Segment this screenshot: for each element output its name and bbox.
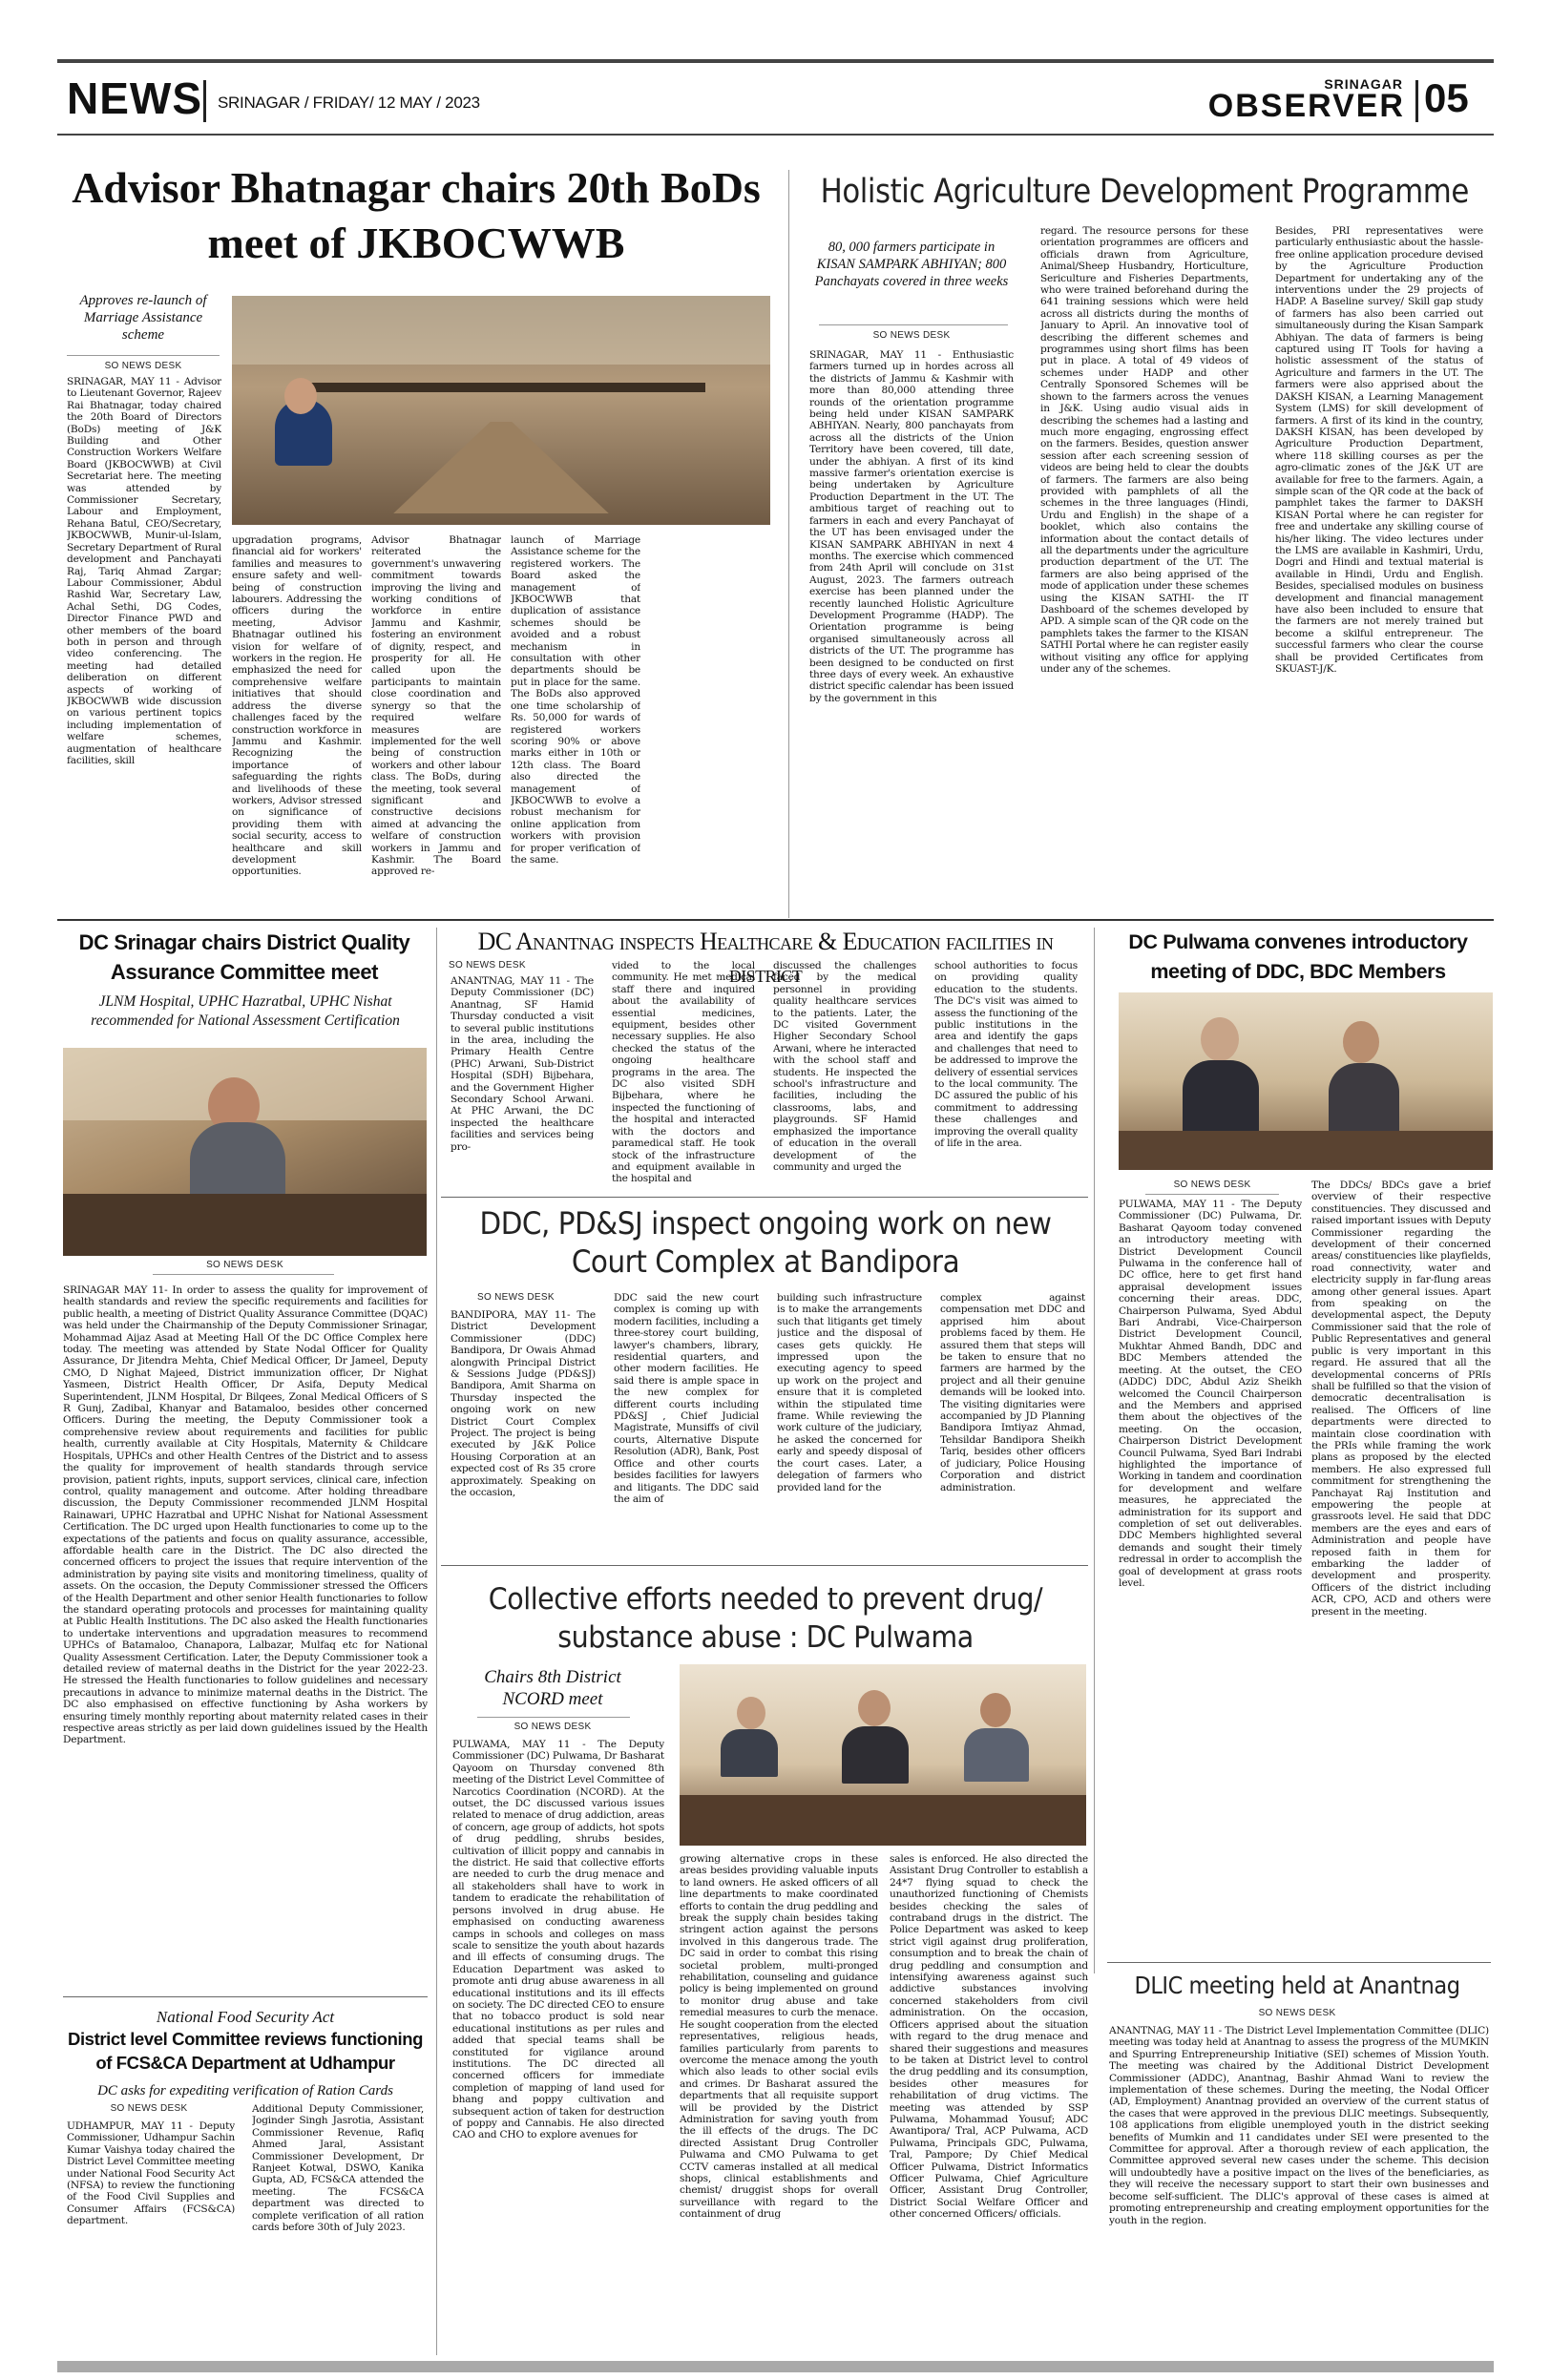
a9-desk: SO NEWS DESK: [1258, 2008, 1336, 2018]
a2-desk-rule: [819, 324, 1008, 325]
dateline: SRINAGAR / FRIDAY/ 12 MAY / 2023: [218, 94, 480, 112]
a3-desk: SO NEWS DESK: [206, 1260, 283, 1270]
paper-name: OBSERVER: [1207, 88, 1405, 124]
a4-col3: discussed the challenges faced by the medical personnel in providing quality healthcare services to the patients. Later, the DC visited Government Higher Secondary School Arwani, where he interacted with the school staff and students. He inspected the school's infrastructure and facilities, including the classrooms, labs, and playgrounds. SF Hamid emphasized the importance of education in the overall development of the community and urged the: [773, 960, 916, 1173]
a1-col3: Advisor Bhatnagar reiterated the government's unwavering commitment towards improving the living and working conditions of workforce in entire Jammu and Kashmir, fostering an environment of dignity, respect, and prosperity for all. He called upon the participants to maintain close coordination and synergy so that the required welfare measures are implemented for the well being of construction workers and other labour class. The BoDs, during the meeting, took several significant and constructive decisions aimed at advancing the welfare of construction workers in Jammu and Kashmir. The Board approved re-: [371, 534, 501, 878]
a9-headline: DLIC meeting held at Anantnag: [1134, 1972, 1460, 1999]
a1-desk-rule: [67, 355, 220, 356]
a8-desk: SO NEWS DESK: [110, 2103, 188, 2114]
a2-headline: Holistic Agriculture Development Programme: [820, 173, 1469, 211]
a7-desk: SO NEWS DESK: [514, 1722, 592, 1732]
a7-photo-meeting: [680, 1664, 1086, 1846]
section-label: NEWS: [67, 73, 202, 123]
a1-photo-meeting: [232, 296, 770, 525]
a1-strap: Approves re-launch of Marriage Assistance scheme: [79, 293, 207, 343]
a4-col1: ANANTNAG, MAY 11 - The Deputy Commissioner (DC) Anantnag, SF Hamid Thursday conducted a visit to several public institutions in the area, including the Primary Health Centre (PHC) Arwani, Sub-District Hospital (SDH) Bijbehara, and the Government Higher Secondary School Arwani. At PHC Arwani, the DC inspected the healthcare facilities and services being pro-: [451, 975, 594, 1153]
col-right-divider: [1094, 928, 1095, 1973]
a7-desk-rule: [477, 1717, 630, 1718]
a6-headline: DC Pulwama convenes introductory meeting of DDC, BDC Members: [1128, 930, 1468, 983]
footer-bar: [57, 2361, 1494, 2372]
a2-col2: regard. The resource persons for these orientation programmes are officers and officials drawn from Agriculture, Animal/Sheep Husbandry, Horticulture, Sericulture and Fisheries Departments, who were trained beforehand during the 641 training sessions which were held across all districts during the months of January to April. An innovative tool of describing the different schemes and programmes using short films has been put in place. A total of 49 videos of schemes under HADP and other Centrally Sponsored Schemes will be shown to the farmers across the venues in J&K. Using audio visual aids in describing the schemes had a lasting and much more engaging, engrossing effect on the farmers. Besides, question answer session after each screening session of videos are being held to clear the doubts of farmers. The farmers are also being provided with pamphlets of all the schemes in the three languages (Hindi, Urdu and English) in the shape of a booklet, which also contains the information about the contact details of all the departments under the agriculture production department of the UT. The farmers are also being apprised of the mode of application under these schemes using the KISAN SATHI- the IT Dashboard of the schemes developed by APD. A simple scan of the QR code on the pamphlets takes the farmer to the KISAN SATHI Portal where he can register easily without visiting any office for applying under any of the schemes.: [1040, 225, 1248, 676]
a2-col3: Besides, PRI representatives were particularly enthusiastic about the hassle-free online application procedure devised by the Agriculture Production Department for undertaking any of the interventions under the 29 projects of HADP. A Baseline survey/ Skill gap study of farmers has also been carried out simultaneously during the Kisan Sampark Abhiyan. The data of farmers is being captured using IT Tools for having a holistic assessment of the status of Agriculture and farmers in the UT. The farmers were also apprised about the DAKSH KISAN, a Learning Management System (LMS) for skill development of farmers. A first of its kind in the country, DAKSH KISAN, has been developed by Agriculture Production Department, where 118 skilling courses as per the agro-climatic zones of the J&K UT are available for free to the farmers. Again, a simple scan of the QR code at the back of pamphlet takes the farmer to DAKSH KISAN Portal where he can register for free and undertake any skilling course of his/her liking. The video lectures under the LMS are available in Kashmiri, Urdu, Dogri and Hindi and textual material is available in Hindi, Urdu and English. Besides, specialised modules on business development and financial management have also been included to ensure that the farmers are not merely trained but become a skilful entrepreneur. The successful farmers who clear the course shall be provided Certificates from SKUAST-J/K.: [1275, 225, 1483, 676]
a2-col1: SRINAGAR, MAY 11 - Enthusiastic farmers turned up in hordes across all the districts of Jammu & Kashmir with more than 80,000 attending three rounds of the orientation programme being held under KISAN SAMPARK ABHIYAN. Nearly, 800 panchayats from across all the districts of the Union Territory have been covered, till date, under the abhiyan. A first of its kind massive farmer's orientation exercise is being undertaken by Agriculture Production Department in the UT. The ambitious target of reaching out to farmers in each and every Panchayat of the UT has been envisaged under the KISAN SAMPARK ABHIYAN in next 4 months. The exercise which commenced from 24th April will conclude on 31st August, 2023. The farmers outreach exercise has been planned under the recently launched Holistic Agriculture Development Programme (HADP). The Orientation programme is being organised simultaneously across all districts of the UT. The programme has been designed to be conducted on first three days of every week. An exhaustive district specific calendar has been issued by the government in this: [809, 349, 1014, 704]
a2-desk: SO NEWS DESK: [872, 330, 951, 341]
a3-bottom-rule: [63, 1996, 428, 1997]
a8-col2: Additional Deputy Commissioner, Joginder Singh Jasrotia, Assistant Commissioner Revenue, Rafiq Ahmed Jaral, Assistant Commissioner Development, Dr Ranjeet Kotwal, DSWO, Kanika Gupta, AD, FCS&CA attended the meeting. The FCS&CA department was directed to complete verification of all ration cards before 30th of July 2023.: [252, 2103, 424, 2234]
a5-col4: complex against compensation met DDC and apprised him about problems faced by them. He assured them that steps will be taken to ensure that no farmers are harmed by the project and all their genuine demands will be looked into. The visiting dignitaries were accompanied by JD Planning Bandipora Imtiyaz Ahmad, Tehsildar Bandipora Sheikh Tariq, besides other officers of judiciary, Police Housing Corporation and district administration.: [940, 1292, 1085, 1493]
a1-a2-divider: [788, 170, 789, 918]
a5-col1: BANDIPORA, MAY 11- The District Development Commissioner (DDC) Bandipora, Dr Owais Ahmad alongwith Principal District & Sessions Judge (PD&SJ) Bandipora, Amit Sharma on Thursday inspected the ongoing work on new District Court Complex Project. The project is being executed by J&K Police Housing Corporation at an expected cost of Rs 35 crore approximately. Speaking on the occasion,: [451, 1309, 596, 1499]
a1-col2: upgradation programs, financial aid for workers' families and measures to ensure safety and well-being of construction labourers. Addressing the officers during the meeting, Advisor Bhatnagar outlined his vision for welfare of workers in the region. He emphasized the need for comprehensive welfare initiatives that should address the diverse challenges faced by the construction workforce in Jammu and Kashmir. Recognizing the importance of safeguarding the rights and livelihoods of these workers, Advisor stressed on significance of providing them with social security, access to healthcare and skill development opportunities.: [232, 534, 362, 878]
masthead-bottom-rule: [57, 134, 1494, 136]
a6-col2: The DDCs/ BDCs gave a brief overview of their respective constituencies. They discussed and raised important issues with Deputy Commissioner regarding the development of their concerned areas/ constituencies like playfields, road connectivity, water and electricity supply in far-flung areas among other general issues. Apart from speaking on the developmental aspect, the Deputy Commissioner said that the role of Public Representatives and general public is very important in this regard. He assured that all the developmental concerns of PRIs shall be fulfilled so that the vision of democratic decentralisation is realised. The Officers of line departments were directed to maintain close coordination with the PRIs while framing the work plans as proposed by the elected members. He also expressed full commitment for strengthening the Panchayat Raj Institution and empowering the people at grassroots level. He said that DDC members are the eyes and ears of Administration and people have reposed faith in them for embarking the ladder of development and prosperity. Officers of the district including ACR, CPO, ACD and others were present in the meeting.: [1311, 1180, 1491, 1618]
paper-city: SRINAGAR: [1324, 76, 1403, 92]
a7-col1: PULWAMA, MAY 11 - The Deputy Commissioner (DC) Pulwama, Dr Basharat Qayoom on Thursday convened 8th meeting of the District Level Committee of Narcotics Coordination (NCORD). At the outset, the DC discussed various issues related to menace of drug addiction, areas of concern, age group of addicts, hot spots of drug peddling, shrubs besides, cultivation of illicit poppy and cannabis in the district. He said that collective efforts are needed to curb the drug menace and all stakeholders shall have to work in tandem to eradicate the rehabilitation of persons involved in drug abuse. He emphasised on conducting awareness camps in schools and colleges on mass scale to sensitize the youth about hazards and ill effects of consuming drugs. The Education Department was asked to promote anti drug abuse awareness in all educational institutions and its ill effects on society. The DC directed CEO to ensure that no tobacco product is sold near educational institutions as per rules and added that special teams shall be constituted for vigilance around institutions. The DC directed all concerned officers for immediate completion of mapping of land used for bhang and poppy cultivation and subsequent action of taken for destruction of poppy and Cannabis. He also directed CAO and CHO to explore avenues for: [452, 1739, 664, 2141]
a9-body: ANANTNAG, MAY 11 - The District Level Implementation Committee (DLIC) meeting was today held at Anantnag to assess the progress of the MUMKIN and Spurring Entrepreneurship Initiative (SEI) schemes of Mission Youth. The meeting was chaired by the Additional District Development Commissioner (ADDC), Anantnag, Bashir Ahmad Wani to review the implementation of these schemes. During the meeting, the Nodal Officer (AD, Employment) Anantnag provided an overview of the current status of the cases that were approved in the previous DLIC meetings. Subsequently, 108 applications from eligible unemployed youth in the district seeking benefits of Mumkin and 11 candidates under SEI were presented to the Committee for approval. After a thorough review of each application, the Committee approved several new cases under the scheme. This decision will undoubtedly have a positive impact on the lives of the beneficiaries, as they will receive the necessary support to start their own businesses and become self-sufficient. The DLIC's approval of these cases is aimed at promoting entrepreneurship and creating employment opportunities for the youth in the region.: [1109, 2025, 1489, 2226]
a3-body: SRINAGAR MAY 11- In order to assess the quality for improvement of health standards and review the specific requirements and facilities for public health, a meeting of District Quality Assurance Committee (DQAC) was held under the Chairmanship of the Deputy Commissioner Srinagar, Mohammad Aijaz Asad at Meeting Hall Of the DC Office Complex here today. The meeting was attended by State Nodal Officer for Quality Assurance, Dr Jitendra Mehta, Chief Medical Officer, Dr Jameel, Deputy CMO, D Nighat Majeed, District immunization officer, Dr Nighat Yasmeen, District Health Officer, Dr Asifa, Deputy Medical Superintendent, JLNM Hospital, Dr Bilqees, Zonal Medical Officers of S R Gunj, Zadibal, Khanyar and Batamaloo, besides other concerned Officers. During the meeting, the Deputy Commissioner took a comprehensive review about requirements and facilities for public health, currently available at City Hospitals, Maternity & Childcare Hospitals, UPHCs and other Health Centres of the District and to assess the quality for improvement of health standards through service provision, patient rights, inputs, support services, clinical care, infection control, quality management and outcome. After holding threadbare discussion, the Deputy Commissioner recommended JLNM Hospital Rainawari, UPHC Hazratbal and UPHC Nishat for National Assessment Certification. The DC urged upon Health functionaries to come up to the expectations of the patients and focus on quality assurance, accessible, affordable health care in the District. The DC also directed the concerned officers to project the issues that require intervention of the administration by paying site visits and monitoring timeliness, quality of assets. On the occasion, the Deputy Commissioner stressed the Officers of the Health Department and other senior Health functionaries to follow the standard operating protocols and processes for maintaining quality at Public Health Institutions. The DC also asked the Health functionaries to undertake interventions and upgradation measures to recommend UPHCs of Batamaloo, Chanapora, Lalbazar, Mulfaq etc for National Quality Assessment Certification. Later, the Deputy Commissioner took a detailed review of maternal deaths in the District for the year 2022-23. He stressed the Health functionaries to follow guidelines and necessary precautions in advance to minimize maternal deaths in the District. The DC also emphasised on effective functioning by Asha workers by ensuring timely monthly reporting about maternity related cases in their respective areas strictly as per laid down guidelines issued by the Health Department.: [63, 1284, 428, 1746]
row1-bottom-rule: [57, 919, 1494, 921]
masthead-divider: [203, 80, 206, 122]
a8-col1: UDHAMPUR, MAY 11 - Deputy Commissioner, Udhampur Sachin Kumar Vaishya today chaired the District Level Committee meeting under National Food Security Act (NFSA) to review the functioning of the Food Civil Supplies and Consumer Affairs (FCS&CA) department.: [67, 2120, 235, 2227]
a5-desk: SO NEWS DESK: [477, 1292, 555, 1303]
a4-col2: vided to the local community. He met medical staff there and inquired about the availability of essential medicines, equipment, besides other necessary supplies. He also checked the status of the ongoing healthcare programs in the area. The DC also visited SDH Bijbehara, where he inspected the functioning of the hospital and interacted with the doctors and paramedical staff. He took stock of the infrastructure and equipment available in the hospital and: [612, 960, 755, 1185]
a3-photo-meeting: [63, 1048, 427, 1256]
top-border: [57, 59, 1494, 63]
a4-col4: school authorities to focus on providing quality education to the students. The DC's visit was aimed to assess the functioning of the public institutions in the area and identify the gaps and challenges that need to be addressed to improve the delivery of essential services to the local community. The DC assured the public of his commitment to addressing these challenges and improving the overall quality of life in the area.: [934, 960, 1078, 1150]
a7-col2: growing alternative crops in these areas besides providing valuable inputs to land owners. He asked officers of all line departments to make coordinated efforts to contain the drug peddling and break the supply chain besides taking stringent action against the persons involved in this dangerous trade. The DC said in order to combat this rising societal problem, multi-pronged rehabilitation, counseling and guidance policy is being implemented on ground to monitor drug abuse and take remedial measures to curb the menace. He sought cooperation from the elected representatives, religious heads, families particularly from parents to overcome the menace among the youth which also leads to other social evils and crimes. Dr Basharat assured the departments that all requisite support will be provided by the District Administration for saving youth from the ill effects of the drugs. The DC directed Assistant Drug Controller Pulwama and CMO Pulwama to get CCTV cameras installed at all medical shops, clinical establishments and chemist/ druggist shops for overall surveillance with regard to the containment of drug: [680, 1853, 878, 2221]
a2-strap: 80, 000 farmers participate in KISAN SAMPARK ABHIYAN; 800 Panchayats covered in three weeks: [814, 240, 1009, 289]
a4-bottom-rule: [441, 1197, 1088, 1198]
a1-col1: SRINAGAR, MAY 11 - Advisor to Lieutenant Governor, Rajeev Rai Bhatnagar, today chaired the 20th Board of Directors (BoDs) meeting of J&K Building and Other Construction Workers Welfare Board (JKBOCWWB) at Civil Secretariat here. The meeting was attended by Commissioner Secretary, Labour and Employment, Rehana Batul, CEO/Secretary, JKBOCWWB, Munir-ul-Islam, Secretary Department of Rural development and Panchayati Raj, Tariq Ahmad Zargar; Labour Commissioner, Abdul Rashid War, Secretary Law, Achal Sethi, DG Codes, Director Finance PWD and other members of the board both in person and through video conferencing. The meeting had detailed deliberation on different aspects of working of JKBOCWWB wide discussion on various pertinent topics including implementation of welfare schemes, augmentation of healthcare facilities, skill: [67, 376, 221, 766]
a8-kicker: National Food Security Act: [156, 2008, 335, 2026]
a5-col2: DDC said the new court complex is coming up with modern facilities, including a three-storey court building, lawyer's chambers, library, residential quarters, and other modern facilities. He said there is ample space in the new complex for different courts including PD&SJ , Chief Judicial Magistrate, Munsiffs of civil courts, Alternative Dispute Resolution (ADR), Bank, Post Office and other courts besides facilities for lawyers and litigants. The DDC said the aim of: [614, 1292, 759, 1505]
a5-headline: DDC, PD&SJ inspect ongoing work on new Court Complex at Bandipora: [479, 1205, 1052, 1280]
a3-desk-rule: [153, 1274, 334, 1275]
a3-strap: JLNM Hospital, UPHC Hazratbal, UPHC Nishat recommended for National Assessment Certification: [91, 993, 400, 1029]
a6-desk: SO NEWS DESK: [1173, 1180, 1251, 1190]
a6-desk-rule: [1145, 1194, 1279, 1195]
a3-headline: DC Srinagar chairs District Quality Assurance Committee meet: [78, 930, 410, 984]
pagenum-divider: [1415, 80, 1418, 122]
a5-bottom-rule: [441, 1565, 1088, 1566]
a8-headline: District level Committee reviews functioning of FCS&CA Department at Udhampur: [67, 2029, 424, 2073]
a1-col4: launch of Marriage Assistance scheme for the registered workers. The Board asked the management of JKBOCWWB that duplication of assistance schemes should be avoided and a robust mechanism in consultation with other departments should be put in place for the same. The BoDs also approved one time scholarship of Rs. 50,000 for wards of registered workers scoring 90% or above marks either in 10th or 12th class. The Board also directed the management of JKBOCWWB to evolve a robust mechanism for online application from workers with provision for proper verification of the same.: [511, 534, 640, 866]
a6-col1: PULWAMA, MAY 11 - The Deputy Commissioner (DC) Pulwama, Dr. Basharat Qayoom today convened an introductory meeting with District Development Council Pulwama in the conference hall of DC office, here to get first hand appraisal development issues concerning their areas. DDC, Chairperson Pulwama, Syed Abdul Bari Andrabi, Vice-Chairperson District Development Council, Mukhtar Ahmed Bandh, DDC and BDC Members attended the meeting. At the outset, the CEO (ADDC) DDC, Abdul Aziz Sheikh welcomed the Council Chairperson and the Members and apprised them about the objectives of the meeting. On the occasion, Chairperson District Development Council Pulwama, Syed Bari Indrabi highlighted the importance of Working in tandem and coordination for development and welfare measures, he appreciated the administration for its support and completion of set out deliverables. DDC Members highlighted several demands and sought their timely redressal in order to accomplish the goal of development at grass roots level.: [1119, 1199, 1302, 1589]
a7-col3: sales is enforced. He also directed the Assistant Drug Controller to establish a 24*7 flying squad to check the unauthorized functioning of Chemists besides checking the sales of contraband drugs in the district. The Police Department was asked to keep strict vigil against drug proliferation, consumption and to break the chain of drug peddling and consumption and intensifying awareness against such addictive substances involving concerned stakeholders from civil administration. On the occasion, Officers apprised about the situation with regard to the drug menace and shared their suggestions and measures to be taken at District level to control the drug peddling and its consumption, besides other measures for rehabilitation of drug victims. The meeting was attended by SSP Pulwama, Mohammad Yousuf; ADC Awantipora/ Tral, ACP Pulwama, ACD Pulwama, Principals GDC, Pulwama, Tral, Pampore; Dy Chief Medical Officer Pulwama, District Informatics Officer Pulwama, Chief Agriculture Officer, Assistant Drug Controller, District Social Welfare Officer and other concerned Officers/ officials.: [890, 1853, 1088, 2221]
a6-photo-meeting: [1119, 992, 1493, 1170]
col-left-divider: [436, 928, 437, 2355]
a1-desk: SO NEWS DESK: [104, 361, 182, 371]
a4-headline: DC Anantnag inspects Healthcare & Education facilities in district: [477, 928, 1054, 988]
page-number: 05: [1424, 75, 1469, 120]
a5-col3: building such infrastructure is to make the arrangements such that litigants get timely justice and the disposal of cases gets quickly. He impressed upon the executing agency to speed up work on the project and ensure that it is completed within the stipulated time frame. While reviewing the work culture of the judiciary, he asked the concerned for early and speedy disposal of the court cases. Later, a delegation of farmers who provided land for the: [777, 1292, 922, 1493]
a8-strap: DC asks for expediting verification of Ration Cards: [97, 2083, 393, 2098]
a7-headline: Collective efforts needed to prevent drug/ substance abuse : DC Pulwama: [488, 1582, 1043, 1655]
a7-strap: Chairs 8th District NCORD meet: [484, 1667, 621, 1709]
a6-bottom-rule: [1107, 1962, 1491, 1963]
a1-headline: Advisor Bhatnagar chairs 20th BoDs meet of JKBOCWWB: [72, 163, 761, 267]
a4-desk: SO NEWS DESK: [449, 960, 526, 971]
